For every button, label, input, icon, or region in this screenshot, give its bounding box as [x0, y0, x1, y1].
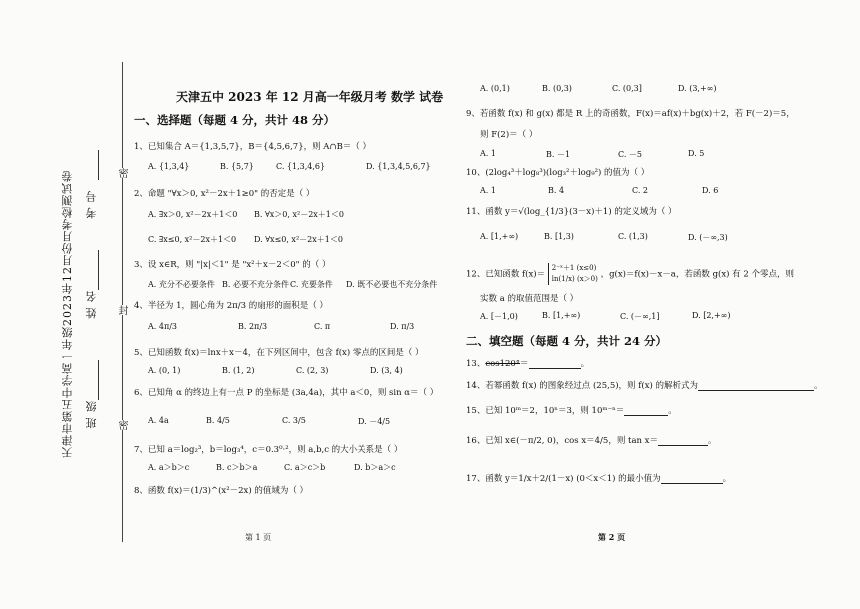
class-line [98, 360, 99, 400]
exam-title: 天津五中 2023 年 12 月高一年级月考 数学 试卷 [176, 90, 444, 104]
option-b: B. {5,7} [220, 162, 254, 171]
question-12-line2: 实数 a 的取值范围是（ ） [480, 294, 579, 304]
option-b: B. (0,3) [542, 84, 572, 93]
piecewise-line-2: ln(1/x) (x＞0) [551, 275, 598, 283]
option-c: C. (1,3) [618, 232, 648, 241]
question-16-text: 16、已知 x∈(－π/2, 0)，cos x＝4/5，则 tan x＝ [466, 436, 658, 446]
option-a: A. 充分不必要条件 [148, 280, 215, 289]
answer-blank-15[interactable] [624, 415, 668, 416]
question-15-text: 15、已知 10ᵐ＝2，10ⁿ＝3，则 10ᵐ⁻ⁿ＝ [466, 406, 625, 416]
binding-line [122, 62, 123, 542]
question-10-options [480, 186, 718, 195]
option-a: A. a＞b＞c [148, 463, 190, 472]
question-4: 4、半径为 1，圆心角为 2π/3 的扇形的面积是（ ） [134, 301, 328, 311]
option-c: C. a＞c＞b [284, 463, 326, 472]
option-a: A. 1 [480, 149, 496, 158]
option-d: D. b＞a＞c [354, 463, 396, 472]
piecewise-line-1: 2⁻ˣ＋1 (x≤0) [551, 264, 597, 272]
option-b: B. 2π/3 [238, 322, 268, 331]
option-a: A. (0,1) [480, 84, 510, 93]
question-13-equals: ＝ [520, 359, 529, 369]
question-4-options [148, 322, 414, 331]
option-d: D. ∀x≤0, x²－2x＋1＜0 [254, 235, 343, 244]
option-d: D. (－∞,3) [688, 233, 728, 242]
option-d: D. －4/5 [358, 417, 391, 426]
option-b: B. 4 [548, 186, 565, 195]
class-label: 班 级 [85, 400, 98, 429]
question-13-end: 。 [580, 359, 590, 369]
section-fill-heading: 二、填空题（每题 4 分，共计 24 分） [466, 334, 668, 348]
option-d: D. 6 [702, 186, 719, 195]
name-line [98, 250, 99, 290]
question-15 [466, 404, 677, 416]
question-17-text: 17、函数 y＝1/x＋2/(1－x) (0＜x＜1) 的最小值为 [466, 474, 661, 484]
option-d: D. (3,+∞) [678, 84, 717, 93]
answer-blank-17[interactable] [661, 483, 723, 484]
option-d: D. 既不必要也不充分条件 [346, 280, 438, 289]
question-3-options [148, 279, 437, 290]
option-a: A. {1,3,4} [148, 162, 190, 171]
seal-mark-1: 密 [116, 168, 127, 178]
question-12-stem-pre: 12、已知函数 f(x)＝ [466, 269, 546, 280]
option-a: A. [1,+∞) [480, 232, 519, 241]
exam-number-label: 考 号 [85, 190, 98, 219]
question-6-options [148, 416, 390, 427]
option-c: C. －5 [618, 150, 643, 159]
question-2: 2、命题 "∀x＞0, x²－2x＋1≥0" 的否定是（ ） [134, 189, 315, 199]
question-11: 11、函数 y＝√(log_{1/3}(3－x)＋1) 的定义域为（ ） [466, 207, 677, 217]
question-7-options [148, 462, 396, 473]
option-a: A. 1 [480, 186, 496, 195]
option-c: C. 充要条件 [290, 280, 333, 289]
question-2-options-row2 [148, 234, 343, 245]
question-16 [466, 434, 717, 446]
question-13 [466, 357, 589, 369]
question-5-options [148, 366, 403, 375]
option-b: B. (1, 2) [222, 366, 255, 375]
page-number-1: 第 1 页 [245, 533, 272, 542]
question-5: 5、已知函数 f(x)＝lnx＋x－4，在下列区间中，包含 f(x) 零点的区间是（ ） [134, 348, 424, 358]
option-c: C. (0,3] [612, 84, 642, 93]
question-15-end: 。 [668, 406, 677, 416]
question-14-text: 14、若幂函数 f(x) 的图象经过点 (25,5)，则 f(x) 的解析式为 [466, 381, 699, 391]
seal-mark-3: 密 [116, 420, 127, 430]
question-11-options [480, 232, 728, 243]
option-c: C. π [314, 322, 331, 331]
option-b: B. c＞b＞a [216, 463, 258, 472]
question-13-number: 13、 [466, 359, 486, 369]
question-12 [466, 263, 794, 285]
option-b: B. ∀x＞0, x²－2x＋1＜0 [254, 210, 344, 219]
option-c: C. (－∞,1] [620, 312, 660, 321]
option-a: A. 4a [148, 416, 169, 425]
option-a: A. (0, 1) [148, 366, 181, 375]
answer-blank-14[interactable] [698, 390, 814, 391]
option-b: B. －1 [546, 150, 571, 159]
option-d: D. π/3 [390, 322, 415, 331]
option-c: C. 3/5 [282, 416, 306, 425]
question-17-end: 。 [722, 474, 732, 484]
question-9-options [480, 149, 704, 160]
option-b: B. [1,3) [544, 232, 574, 241]
question-1-options [148, 162, 431, 171]
option-d: D. (3, 4) [370, 366, 403, 375]
section-choice-heading: 一、选择题（每题 4 分，共计 48 分） [134, 113, 336, 127]
question-17 [466, 472, 731, 484]
option-a: A. [－1,0) [480, 312, 518, 321]
page-number-2: 第 2 页 [598, 532, 626, 542]
option-b: B. 必要不充分条件 [222, 280, 289, 289]
option-b: B. 4/5 [206, 416, 230, 425]
question-1: 1、已知集合 A＝{1,3,5,7}，B＝{4,5,6,7}，则 A∩B＝（ ） [134, 142, 372, 152]
question-12-options [480, 311, 730, 322]
question-10: 10、(2log₄³＋log₈³)(log₃²＋log₉²) 的值为（ ） [466, 168, 650, 178]
question-7: 7、已知 a＝log₂³，b＝log₃⁴，c＝0.3⁰·²，则 a,b,c 的大小关系是（ ） [134, 445, 403, 455]
exam-number-line [98, 150, 99, 180]
question-8: 8、函数 f(x)＝(1/3)^(x²－2x) 的值域为（ ） [134, 486, 309, 496]
option-c: C. (2, 3) [296, 366, 329, 375]
answer-blank-13[interactable] [529, 368, 581, 369]
option-a: A. ∃x＞0, x²－2x＋1＜0 [148, 210, 238, 219]
option-d: D. [2,+∞) [692, 311, 731, 320]
option-d: D. 5 [688, 149, 705, 158]
question-9-line2: 则 F(2)＝（ ） [480, 130, 538, 140]
question-8-options [480, 84, 716, 93]
seal-mark-2: 封 [116, 305, 127, 315]
piecewise-brace [548, 263, 598, 285]
question-14-end: 。 [814, 381, 823, 391]
question-12-stem-post: ，g(x)＝f(x)－x－a，若函数 g(x) 有 2 个零点，则 [600, 269, 794, 280]
answer-blank-16[interactable] [658, 445, 708, 446]
question-9: 9、若函数 f(x) 和 g(x) 都是 R 上的奇函数，F(x)＝af(x)＋bg(x)＋2，若 F(－2)＝5， [466, 109, 795, 119]
question-16-end: 。 [707, 436, 717, 446]
option-a: A. 4π/3 [148, 322, 177, 331]
question-2-options-row1 [148, 209, 344, 220]
question-3: 3、设 x∈R，则 "|x|＜1" 是 "x²＋x－2＜0" 的（ ） [134, 260, 331, 270]
question-14 [466, 379, 823, 391]
option-c: C. {1,3,4,6} [276, 162, 326, 171]
option-b: B. [1,+∞) [542, 311, 581, 320]
question-13-expression: cos120° [485, 359, 521, 369]
question-6: 6、已知角 α 的终边上有一点 P 的坐标是 (3a,4a)，其中 a＜0，则 sin α＝（ ） [134, 388, 439, 398]
option-c: C. 2 [632, 186, 649, 195]
option-d: D. {1,3,4,5,6,7} [366, 162, 431, 171]
name-label: 姓 名 [85, 290, 98, 319]
option-c: C. ∃x≤0, x²－2x＋1＜0 [148, 235, 237, 244]
school-line: 天津市第五中学高一年级2023年12月份月考检测试卷 [61, 170, 74, 458]
